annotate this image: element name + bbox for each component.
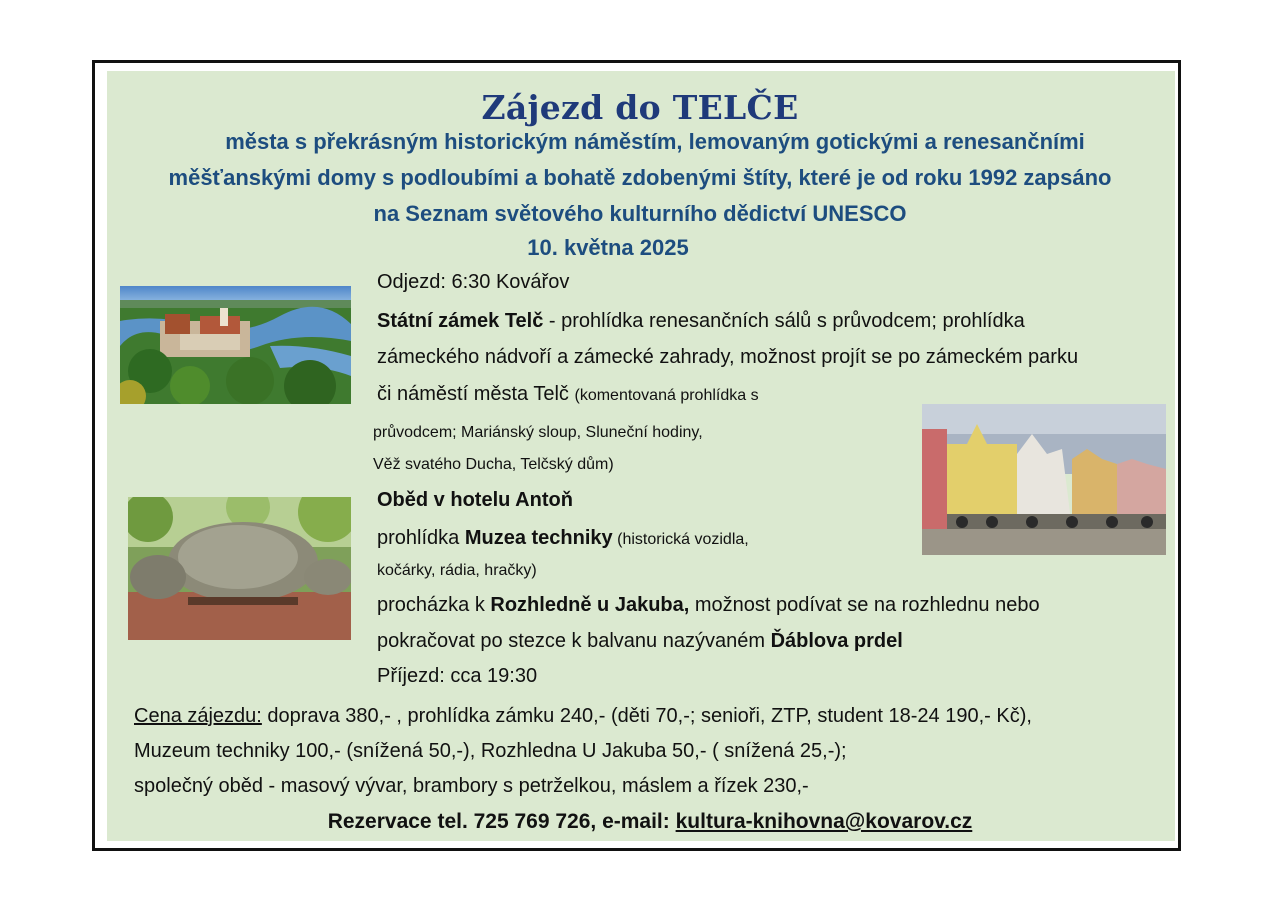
subtitle-line-2: měšťanskými domy s podloubími a bohatě zdobenými štíty, které je od roku 1992 zapsáno bbox=[168, 165, 1112, 190]
walk-line-2 bbox=[377, 627, 903, 655]
castle-line-2: zámeckého nádvoří a zámecké zahrady, možnost projít se po zámeckém parku bbox=[377, 346, 1079, 368]
castle-description: - prohlídka renesančních sálů s průvodcem; prohlídka bbox=[543, 310, 1025, 332]
poster-subtitle bbox=[100, 124, 1180, 232]
price-line-2: Muzeum techniky 100,- (snížená 50,-), Rozhledna U Jakuba 50,- ( snížená 25,-); bbox=[134, 740, 847, 762]
museum-note: (historická vozidla, bbox=[612, 531, 749, 548]
town-square-photo bbox=[922, 404, 1166, 555]
museum-prefix: prohlídka bbox=[377, 527, 465, 549]
castle-line-5: Věž svatého Ducha, Telčský dům) bbox=[373, 456, 614, 473]
castle-line-3-note: (komentovaná prohlídka s bbox=[574, 387, 759, 404]
lookout-name: Rozhledně u Jakuba, bbox=[490, 594, 690, 616]
departure-text: Odjezd: 6:30 Kovářov bbox=[377, 271, 570, 293]
price-label: Cena zájezdu: bbox=[134, 705, 262, 727]
castle-name: Státní zámek Telč bbox=[377, 310, 544, 332]
arrival-text: Příjezd: cca 19:30 bbox=[377, 665, 538, 687]
castle-line-3-main: či náměstí města Telč bbox=[377, 383, 575, 405]
museum-line-2: kočárky, rádia, hračky) bbox=[377, 562, 537, 579]
castle-line-3 bbox=[377, 380, 759, 408]
reservation-line bbox=[0, 808, 1280, 836]
walk-line-2-text: pokračovat po stezce k balvanu nazývaném bbox=[377, 630, 771, 652]
email-link[interactable]: kultura-knihovna@kovarov.cz bbox=[675, 810, 973, 833]
castle-line-1 bbox=[377, 307, 1025, 335]
trip-date: 10. května 2025 bbox=[527, 235, 689, 260]
walk-prefix: procházka k bbox=[377, 594, 491, 616]
museum-name: Muzea techniky bbox=[464, 527, 613, 549]
aerial-castle-photo bbox=[120, 286, 351, 404]
price-line-3: společný oběd - masový vývar, brambory s petrželkou, máslem a řízek 230,- bbox=[134, 775, 809, 797]
castle-line-4: průvodcem; Mariánský sloup, Sluneční hodiny, bbox=[373, 424, 703, 441]
lunch-text: Oběd v hotelu Antoň bbox=[377, 489, 573, 511]
subtitle-line-1: města s překrásným historickým náměstím, lemovaným gotickými a renesančními bbox=[225, 129, 1085, 154]
museum-line-1 bbox=[377, 524, 749, 552]
subtitle-line-3: na Seznam světového kulturního dědictví UNESCO bbox=[373, 201, 907, 226]
price-line-1 bbox=[134, 702, 1032, 730]
boulder-photo bbox=[128, 497, 351, 640]
reservation-text: Rezervace tel. 725 769 726, e-mail: bbox=[327, 810, 676, 833]
boulder-name: Ďáblova prdel bbox=[770, 630, 903, 652]
price-line-1-text: doprava 380,- , prohlídka zámku 240,- (děti 70,-; senioři, ZTP, student 18-24 190,- Kč), bbox=[261, 705, 1032, 727]
poster-title: Zájezd do TELČE bbox=[481, 88, 799, 127]
walk-line-1 bbox=[377, 591, 1040, 619]
square-photo-graphic bbox=[922, 404, 1166, 555]
castle-photo-graphic bbox=[120, 286, 351, 404]
walk-description: možnost podívat se na rozhlednu nebo bbox=[689, 594, 1040, 616]
boulder-photo-graphic bbox=[128, 497, 351, 640]
